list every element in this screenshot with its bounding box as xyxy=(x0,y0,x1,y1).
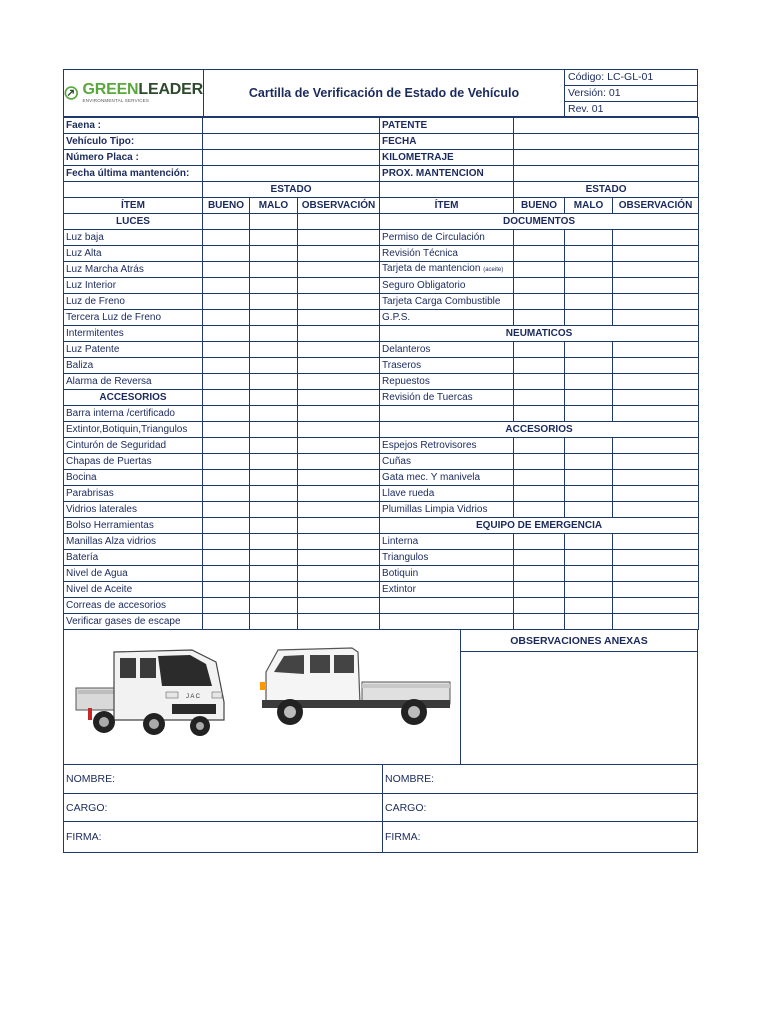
section-heading: LUCES xyxy=(64,214,203,230)
malo-cell[interactable] xyxy=(250,614,298,630)
table-row xyxy=(64,454,699,470)
malo-cell[interactable] xyxy=(565,582,613,598)
bueno-cell[interactable] xyxy=(203,406,250,422)
observacion-cell[interactable] xyxy=(298,422,380,438)
table-row xyxy=(64,358,699,374)
item-label: Luz Interior xyxy=(64,278,203,294)
info-value-right[interactable] xyxy=(514,166,699,182)
item-label: Espejos Retrovisores xyxy=(380,438,514,454)
observacion-cell[interactable] xyxy=(613,438,699,454)
vehicle-images xyxy=(64,630,461,764)
observacion-cell[interactable] xyxy=(298,486,380,502)
item-label: Luz Patente xyxy=(64,342,203,358)
malo-cell[interactable] xyxy=(250,470,298,486)
malo-cell[interactable] xyxy=(565,406,613,422)
observacion-cell[interactable] xyxy=(613,502,699,518)
bueno-cell[interactable] xyxy=(514,470,565,486)
malo-cell[interactable] xyxy=(565,246,613,262)
malo-cell[interactable] xyxy=(565,566,613,582)
item-label xyxy=(380,406,514,422)
col-header-bueno: BUENO xyxy=(514,198,565,214)
item-label: Gata mec. Y manivela xyxy=(380,470,514,486)
bueno-cell[interactable] xyxy=(203,374,250,390)
observacion-cell[interactable] xyxy=(298,582,380,598)
observacion-cell[interactable] xyxy=(298,262,380,278)
malo-cell[interactable] xyxy=(250,374,298,390)
observacion-cell[interactable] xyxy=(613,470,699,486)
info-label-right: PROX. MANTENCION xyxy=(380,166,514,182)
item-label: Extintor xyxy=(380,582,514,598)
malo-cell[interactable] xyxy=(565,550,613,566)
observacion-cell[interactable] xyxy=(613,582,699,598)
item-label: Permiso de Circulación xyxy=(380,230,514,246)
bueno-cell[interactable] xyxy=(203,246,250,262)
observacion-cell[interactable] xyxy=(613,550,699,566)
observacion-cell[interactable] xyxy=(298,214,380,230)
item-label: Plumillas Limpia Vidrios xyxy=(380,502,514,518)
table-row xyxy=(64,518,699,534)
item-label xyxy=(380,614,514,630)
info-row xyxy=(64,118,699,134)
item-label: Intermitentes xyxy=(64,326,203,342)
table-row xyxy=(64,374,699,390)
estado-row xyxy=(64,182,699,198)
document-title: Cartilla de Verificación de Estado de Vehículo xyxy=(248,86,520,100)
table-row xyxy=(64,486,699,502)
malo-cell[interactable] xyxy=(565,454,613,470)
bueno-cell[interactable] xyxy=(514,582,565,598)
bueno-cell[interactable] xyxy=(203,470,250,486)
bueno-cell[interactable] xyxy=(514,534,565,550)
malo-cell[interactable] xyxy=(250,246,298,262)
observacion-cell[interactable] xyxy=(298,550,380,566)
malo-cell[interactable] xyxy=(250,278,298,294)
bueno-cell[interactable] xyxy=(203,502,250,518)
estado-heading-right: ESTADO xyxy=(514,182,699,198)
bueno-cell[interactable] xyxy=(203,614,250,630)
company-logo xyxy=(64,70,204,116)
malo-cell[interactable] xyxy=(250,230,298,246)
observacion-cell[interactable] xyxy=(298,614,380,630)
bueno-cell[interactable] xyxy=(203,278,250,294)
truck-side-image xyxy=(254,642,454,737)
malo-cell[interactable] xyxy=(565,470,613,486)
table-row xyxy=(64,214,699,230)
bueno-cell[interactable] xyxy=(514,598,565,614)
malo-cell[interactable] xyxy=(250,310,298,326)
codigo: Código: LC-GL-01 xyxy=(565,70,697,86)
malo-cell[interactable] xyxy=(250,454,298,470)
item-label: Bolso Herramientas xyxy=(64,518,203,534)
signature-row xyxy=(63,765,698,794)
table-row xyxy=(64,294,699,310)
section-heading: EQUIPO DE EMERGENCIA xyxy=(380,518,699,534)
item-label-text: Tarjeta de mantencion xyxy=(382,263,481,274)
malo-cell[interactable] xyxy=(250,502,298,518)
bueno-cell[interactable] xyxy=(203,262,250,278)
item-label: Botiquin xyxy=(380,566,514,582)
bueno-cell[interactable] xyxy=(514,310,565,326)
item-label: Luz de Freno xyxy=(64,294,203,310)
observacion-cell[interactable] xyxy=(298,534,380,550)
malo-cell[interactable] xyxy=(565,294,613,310)
observacion-cell[interactable] xyxy=(298,294,380,310)
section-heading: ACCESORIOS xyxy=(64,390,203,406)
truck-badge-1: J A C xyxy=(186,694,201,700)
observacion-cell[interactable] xyxy=(613,230,699,246)
observacion-cell[interactable] xyxy=(298,470,380,486)
table-row xyxy=(64,390,699,406)
bueno-cell[interactable] xyxy=(203,422,250,438)
malo-cell[interactable] xyxy=(565,342,613,358)
observacion-cell[interactable] xyxy=(298,438,380,454)
malo-cell[interactable] xyxy=(565,374,613,390)
checklist-sheet xyxy=(63,69,698,853)
item-label: Parabrisas xyxy=(64,486,203,502)
malo-cell[interactable] xyxy=(565,358,613,374)
col-header-malo: MALO xyxy=(250,198,298,214)
item-label: Correas de accesorios xyxy=(64,598,203,614)
table-row xyxy=(64,406,699,422)
malo-cell[interactable] xyxy=(565,230,613,246)
info-label-left: Fecha última mantención: xyxy=(64,166,203,182)
bueno-cell[interactable] xyxy=(203,454,250,470)
malo-cell[interactable] xyxy=(565,486,613,502)
info-value-right[interactable] xyxy=(514,118,699,134)
observacion-cell[interactable] xyxy=(298,342,380,358)
bueno-cell[interactable] xyxy=(514,614,565,630)
observaciones-field[interactable] xyxy=(461,652,697,764)
signature-field-right[interactable]: NOMBRE: xyxy=(385,773,435,785)
item-label-note: (aceite) xyxy=(483,267,504,273)
bueno-cell[interactable] xyxy=(203,358,250,374)
table-row xyxy=(64,550,699,566)
malo-cell[interactable] xyxy=(565,614,613,630)
info-label-right: KILOMETRAJE xyxy=(380,150,514,166)
col-header-bueno: BUENO xyxy=(203,198,250,214)
bueno-cell[interactable] xyxy=(203,326,250,342)
bueno-cell[interactable] xyxy=(203,566,250,582)
truck-front-image xyxy=(74,642,234,742)
bueno-cell[interactable] xyxy=(203,310,250,326)
bueno-cell[interactable] xyxy=(514,502,565,518)
header xyxy=(63,69,698,117)
item-label: Cuñas xyxy=(380,454,514,470)
malo-cell[interactable] xyxy=(565,278,613,294)
observacion-cell[interactable] xyxy=(613,246,699,262)
bueno-cell[interactable] xyxy=(203,534,250,550)
signature-field-left[interactable]: NOMBRE: xyxy=(64,765,383,793)
column-header-row xyxy=(64,198,699,214)
info-label-right: PATENTE xyxy=(380,118,514,134)
bueno-cell[interactable] xyxy=(203,550,250,566)
bueno-cell[interactable] xyxy=(203,486,250,502)
bueno-cell[interactable] xyxy=(514,342,565,358)
item-label: Extintor,Botiquin,Triangulos xyxy=(64,422,203,438)
table-row xyxy=(64,246,699,262)
bueno-cell[interactable] xyxy=(514,454,565,470)
item-label: Vidrios laterales xyxy=(64,502,203,518)
col-header-malo: MALO xyxy=(565,198,613,214)
estado-heading-left: ESTADO xyxy=(203,182,380,198)
item-label: Luz Alta xyxy=(64,246,203,262)
item-label: Tercera Luz de Freno xyxy=(64,310,203,326)
signature-field-right[interactable]: FIRMA: xyxy=(385,831,421,843)
table-row xyxy=(64,278,699,294)
section-heading: DOCUMENTOS xyxy=(380,214,699,230)
bueno-cell[interactable] xyxy=(514,374,565,390)
table-row xyxy=(64,614,699,630)
item-label: Barra interna /certificado xyxy=(64,406,203,422)
bueno-cell[interactable] xyxy=(514,566,565,582)
observacion-cell[interactable] xyxy=(613,358,699,374)
item-label: Bocina xyxy=(64,470,203,486)
malo-cell[interactable] xyxy=(250,566,298,582)
item-label: Luz Marcha Atrás xyxy=(64,262,203,278)
info-row xyxy=(64,134,699,150)
table-row xyxy=(64,262,699,278)
malo-cell[interactable] xyxy=(250,262,298,278)
malo-cell[interactable] xyxy=(250,406,298,422)
info-row xyxy=(64,166,699,182)
info-value-left[interactable] xyxy=(203,118,380,134)
signature-row xyxy=(63,822,698,853)
malo-cell[interactable] xyxy=(250,294,298,310)
malo-cell[interactable] xyxy=(565,438,613,454)
col-header-observacion: OBSERVACIÓN xyxy=(613,198,699,214)
table-row xyxy=(64,310,699,326)
item-label: Repuestos xyxy=(380,374,514,390)
malo-cell[interactable] xyxy=(250,438,298,454)
info-row xyxy=(64,150,699,166)
item-label: Delanteros xyxy=(380,342,514,358)
malo-cell[interactable] xyxy=(250,534,298,550)
bueno-cell[interactable] xyxy=(514,438,565,454)
malo-cell[interactable] xyxy=(250,518,298,534)
malo-cell[interactable] xyxy=(565,598,613,614)
table-row xyxy=(64,598,699,614)
info-value-left[interactable] xyxy=(203,134,380,150)
bueno-cell[interactable] xyxy=(514,246,565,262)
observacion-cell[interactable] xyxy=(613,294,699,310)
bueno-cell[interactable] xyxy=(514,294,565,310)
malo-cell[interactable] xyxy=(565,390,613,406)
document-meta xyxy=(564,70,697,116)
bueno-cell[interactable] xyxy=(203,582,250,598)
malo-cell[interactable] xyxy=(250,582,298,598)
info-label-left: Número Placa : xyxy=(64,150,203,166)
observacion-cell[interactable] xyxy=(298,566,380,582)
item-label xyxy=(380,598,514,614)
item-label: Revisión de Tuercas xyxy=(380,390,514,406)
observacion-cell[interactable] xyxy=(298,310,380,326)
bueno-cell[interactable] xyxy=(203,342,250,358)
item-label: G.P.S. xyxy=(380,310,514,326)
malo-cell[interactable] xyxy=(565,502,613,518)
malo-cell[interactable] xyxy=(250,550,298,566)
bueno-cell[interactable] xyxy=(514,390,565,406)
observacion-cell[interactable] xyxy=(298,390,380,406)
table-row xyxy=(64,342,699,358)
observaciones-heading: OBSERVACIONES ANEXAS xyxy=(461,630,697,652)
item-label: Batería xyxy=(64,550,203,566)
observacion-cell[interactable] xyxy=(298,502,380,518)
malo-cell[interactable] xyxy=(565,310,613,326)
item-label: Llave rueda xyxy=(380,486,514,502)
table-row xyxy=(64,534,699,550)
malo-cell[interactable] xyxy=(250,214,298,230)
observacion-cell[interactable] xyxy=(298,326,380,342)
item-label: Chapas de Puertas xyxy=(64,454,203,470)
observacion-cell[interactable] xyxy=(613,454,699,470)
logo-text-leader: LEADER xyxy=(138,81,203,99)
observacion-cell[interactable] xyxy=(298,598,380,614)
checklist-table xyxy=(63,117,699,630)
col-header-item: ÍTEM xyxy=(380,198,514,214)
table-row xyxy=(64,582,699,598)
logo-text-green: GREEN xyxy=(82,81,139,99)
bueno-cell[interactable] xyxy=(203,214,250,230)
item-label: Nivel de Agua xyxy=(64,566,203,582)
item-label: Tarjeta Carga Combustible xyxy=(380,294,514,310)
malo-cell[interactable] xyxy=(250,598,298,614)
observacion-cell[interactable] xyxy=(613,614,699,630)
blank-cell xyxy=(64,182,203,198)
bueno-cell[interactable] xyxy=(203,390,250,406)
info-label-left: Vehículo Tipo: xyxy=(64,134,203,150)
signature-field-left[interactable]: CARGO: xyxy=(64,794,383,821)
observacion-cell[interactable] xyxy=(298,278,380,294)
bueno-cell[interactable] xyxy=(514,278,565,294)
observaciones-anexas xyxy=(461,630,697,764)
malo-cell[interactable] xyxy=(565,534,613,550)
observacion-cell[interactable] xyxy=(613,486,699,502)
malo-cell[interactable] xyxy=(250,486,298,502)
bueno-cell[interactable] xyxy=(203,294,250,310)
leaf-arrow-icon xyxy=(64,82,79,104)
info-value-right[interactable] xyxy=(514,150,699,166)
signature-row xyxy=(63,794,698,822)
info-value-left[interactable] xyxy=(203,166,380,182)
bueno-cell[interactable] xyxy=(203,598,250,614)
col-header-observacion: OBSERVACIÓN xyxy=(298,198,380,214)
observacion-cell[interactable] xyxy=(613,390,699,406)
table-row xyxy=(64,230,699,246)
info-label-right: FECHA xyxy=(380,134,514,150)
info-value-right[interactable] xyxy=(514,134,699,150)
observacion-cell[interactable] xyxy=(298,230,380,246)
bueno-cell[interactable] xyxy=(514,406,565,422)
item-label xyxy=(380,262,514,278)
logo-tagline: ENVIRONMENTAL SERVICES xyxy=(82,98,150,104)
item-label: Revisión Técnica xyxy=(380,246,514,262)
bueno-cell[interactable] xyxy=(514,486,565,502)
item-label: Alarma de Reversa xyxy=(64,374,203,390)
table-row xyxy=(64,326,699,342)
item-label: Triangulos xyxy=(380,550,514,566)
table-row xyxy=(64,502,699,518)
item-label: Cinturón de Seguridad xyxy=(64,438,203,454)
malo-cell[interactable] xyxy=(565,262,613,278)
observacion-cell[interactable] xyxy=(613,534,699,550)
observacion-cell[interactable] xyxy=(613,310,699,326)
malo-cell[interactable] xyxy=(250,326,298,342)
item-label: Traseros xyxy=(380,358,514,374)
info-value-left[interactable] xyxy=(203,150,380,166)
signature-field-left[interactable]: FIRMA: xyxy=(64,822,383,852)
observacion-cell[interactable] xyxy=(613,566,699,582)
section-heading: NEUMATICOS xyxy=(380,326,699,342)
table-row xyxy=(64,438,699,454)
bueno-cell[interactable] xyxy=(203,518,250,534)
observacion-cell[interactable] xyxy=(613,342,699,358)
item-label: Verificar gases de escape xyxy=(64,614,203,630)
bueno-cell[interactable] xyxy=(514,550,565,566)
observacion-cell[interactable] xyxy=(613,278,699,294)
observacion-cell[interactable] xyxy=(298,246,380,262)
item-label: Manillas Alza vidrios xyxy=(64,534,203,550)
bueno-cell[interactable] xyxy=(514,230,565,246)
observacion-cell[interactable] xyxy=(613,598,699,614)
item-label: Baliza xyxy=(64,358,203,374)
item-label: Nivel de Aceite xyxy=(64,582,203,598)
malo-cell[interactable] xyxy=(250,390,298,406)
table-row xyxy=(64,566,699,582)
blank-cell xyxy=(380,182,514,198)
bottom-section xyxy=(63,630,698,765)
item-label: Seguro Obligatorio xyxy=(380,278,514,294)
bueno-cell[interactable] xyxy=(514,262,565,278)
observacion-cell[interactable] xyxy=(298,518,380,534)
malo-cell[interactable] xyxy=(250,342,298,358)
observacion-cell[interactable] xyxy=(613,374,699,390)
signature-field-right[interactable]: CARGO: xyxy=(385,801,427,814)
observacion-cell[interactable] xyxy=(298,454,380,470)
bueno-cell[interactable] xyxy=(203,230,250,246)
observacion-cell[interactable] xyxy=(298,406,380,422)
table-row xyxy=(64,470,699,486)
observacion-cell[interactable] xyxy=(298,358,380,374)
item-label: Luz baja xyxy=(64,230,203,246)
section-heading: ACCESORIOS xyxy=(380,422,699,438)
observacion-cell[interactable] xyxy=(613,406,699,422)
col-header-item: ÍTEM xyxy=(64,198,203,214)
revision: Rev. 01 xyxy=(568,103,604,115)
bueno-cell[interactable] xyxy=(514,358,565,374)
item-label: Linterna xyxy=(380,534,514,550)
malo-cell[interactable] xyxy=(250,422,298,438)
malo-cell[interactable] xyxy=(250,358,298,374)
observacion-cell[interactable] xyxy=(298,374,380,390)
bueno-cell[interactable] xyxy=(203,438,250,454)
info-label-left: Faena : xyxy=(64,118,203,134)
version: Versión: 01 xyxy=(565,86,697,102)
table-row xyxy=(64,422,699,438)
observacion-cell[interactable] xyxy=(613,262,699,278)
